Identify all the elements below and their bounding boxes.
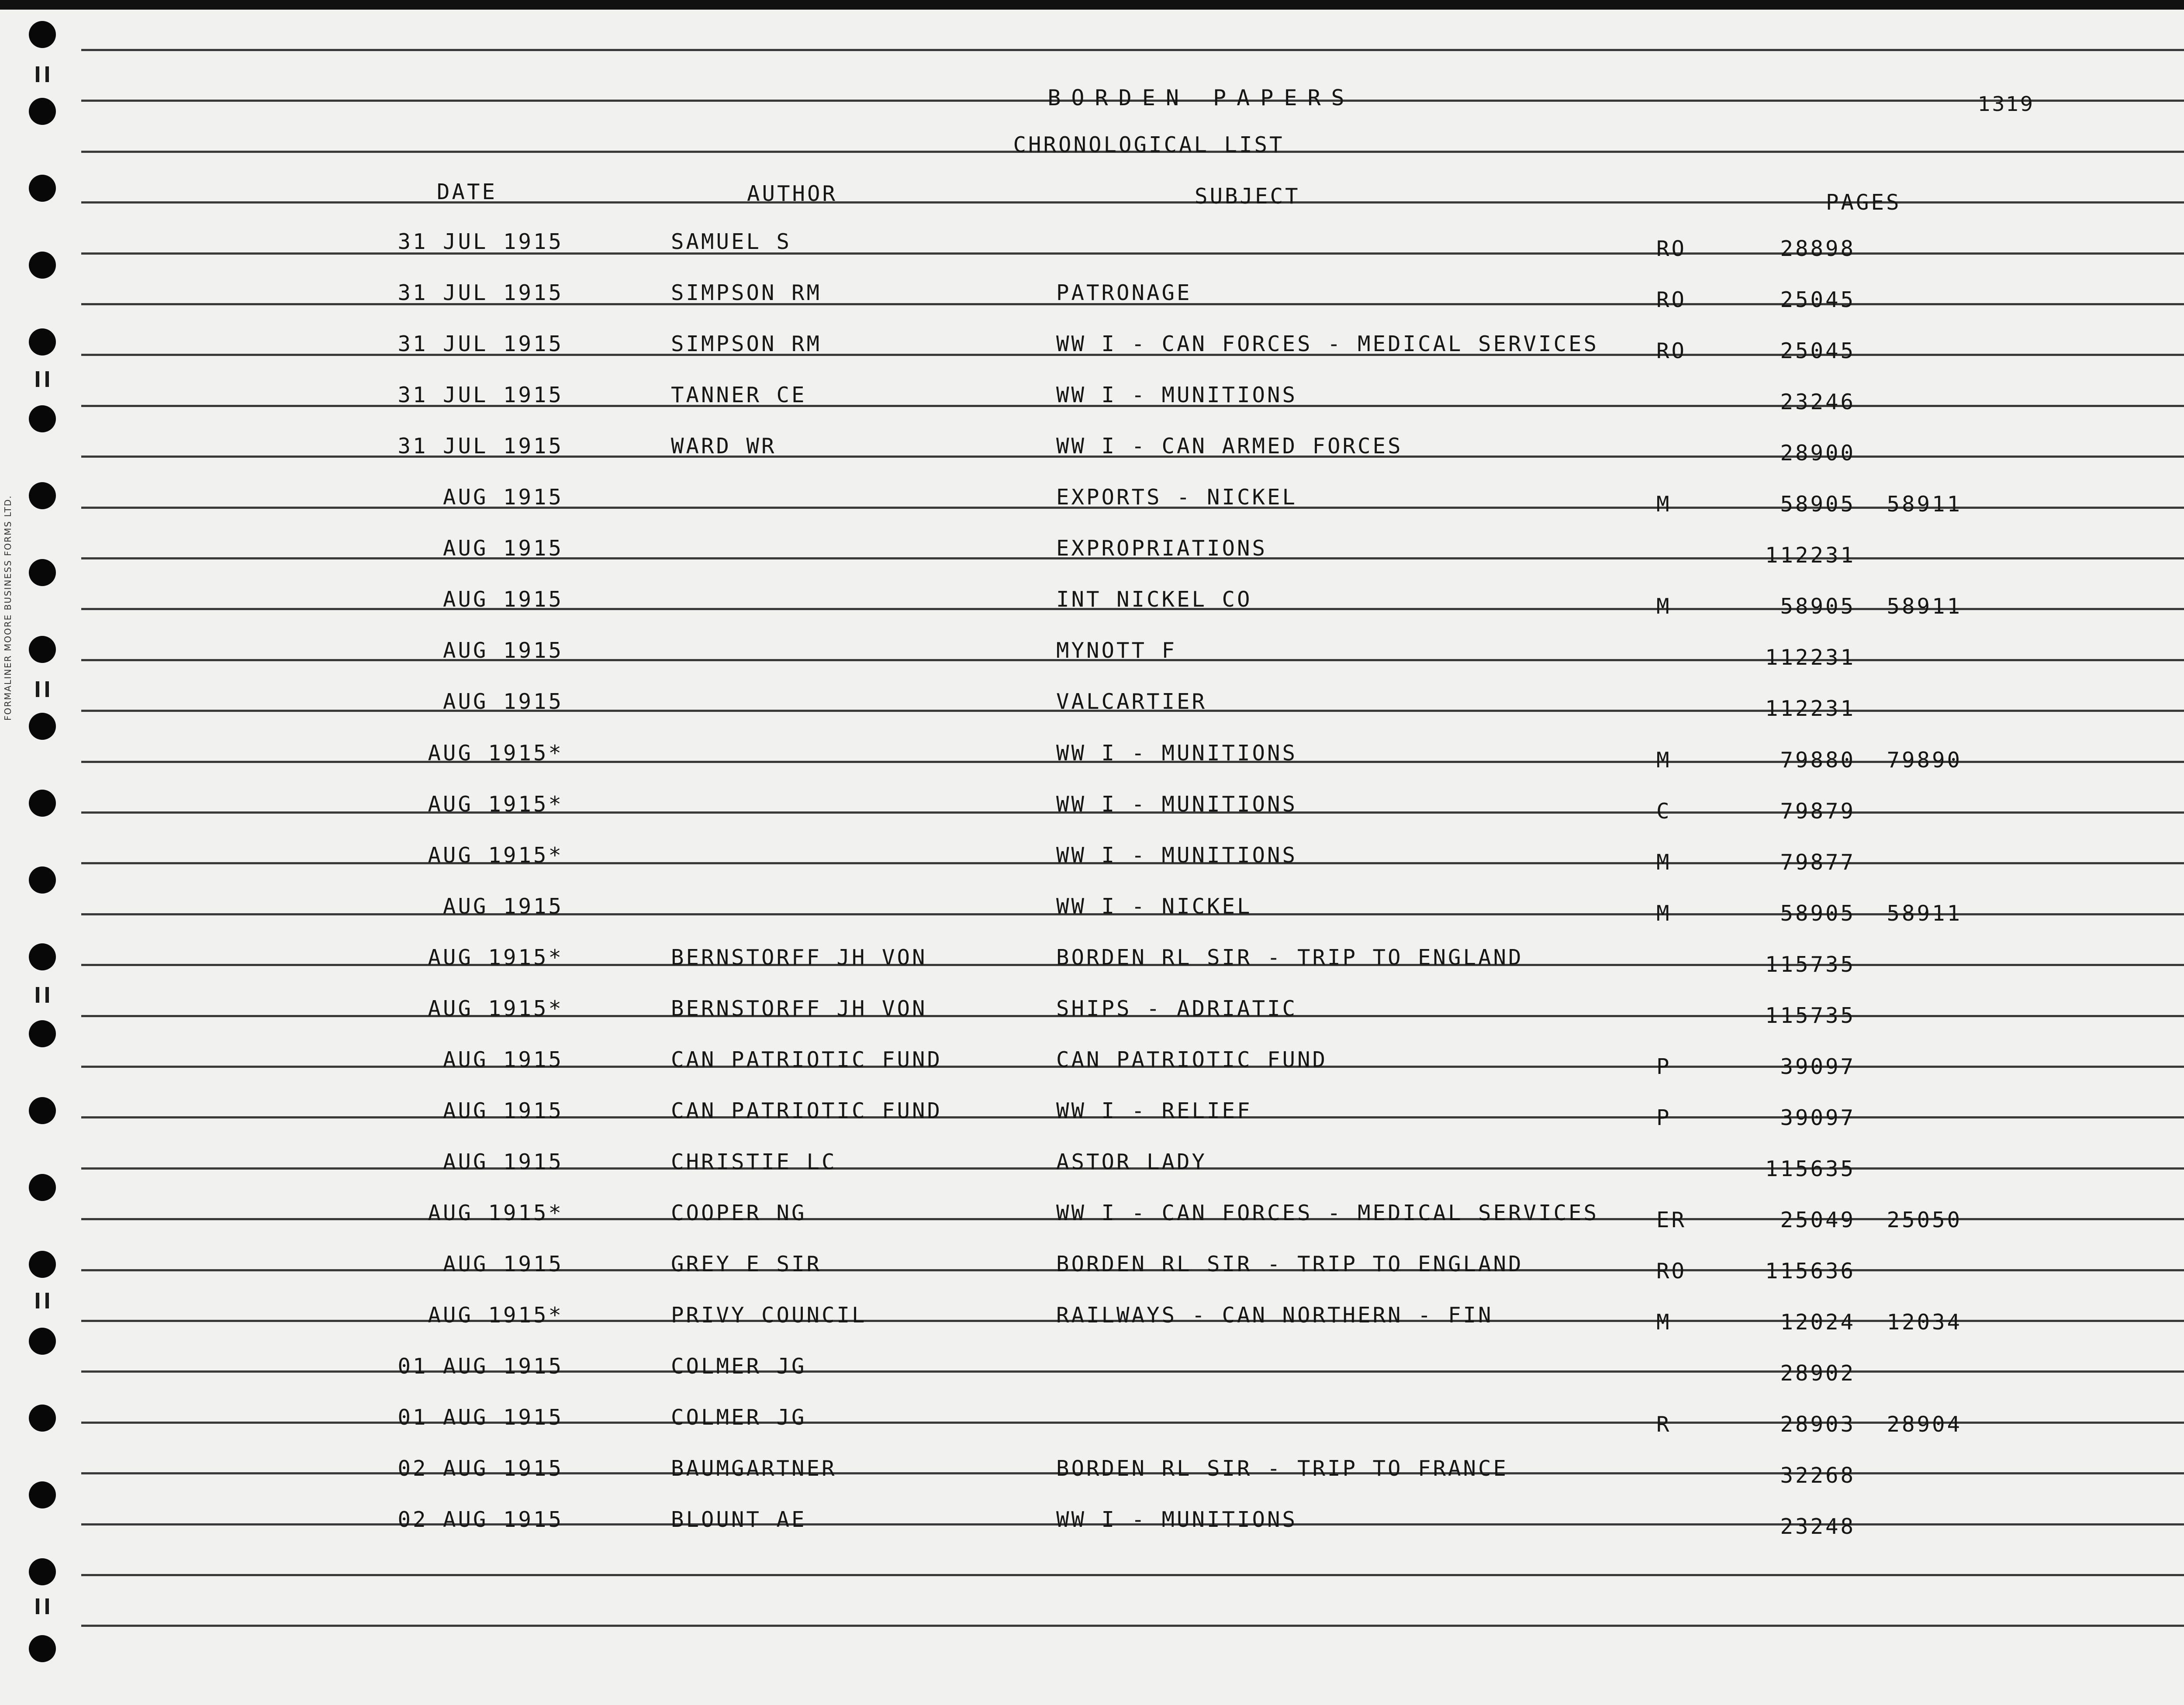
cell-page-start: 58905 [1780, 901, 1856, 926]
perforation-mark-icon [36, 987, 49, 1003]
feed-hole-icon [29, 790, 56, 817]
cell-page-start: 115636 [1765, 1259, 1856, 1284]
cell-code: RO [1656, 338, 1687, 364]
cell-subject: WW I - MUNITIONS [1056, 383, 1298, 408]
cell-subject: WW I - MUNITIONS [1056, 1507, 1298, 1532]
cell-date: 31 JUL 1915 [397, 280, 563, 306]
cell-date: AUG 1915 [442, 1149, 563, 1174]
cell-page-end: 28904 [1887, 1412, 1962, 1437]
cell-code: ER [1656, 1207, 1687, 1232]
cell-date: 02 AUG 1915 [397, 1507, 563, 1532]
cell-date: 31 JUL 1915 [397, 331, 563, 357]
cell-subject: BORDEN RL SIR - TRIP TO ENGLAND [1056, 945, 1524, 970]
cell-page-start: 79877 [1780, 849, 1856, 875]
cell-author: WARD WR [671, 434, 777, 459]
cell-code: RO [1656, 287, 1687, 313]
feed-hole-icon [29, 1635, 56, 1662]
cell-author: SIMPSON RM [671, 331, 822, 357]
cell-date: AUG 1915 [442, 894, 563, 919]
cell-subject: BORDEN RL SIR - TRIP TO FRANCE [1056, 1456, 1509, 1481]
feed-hole-icon [29, 636, 56, 663]
column-header-date: DATE [437, 179, 498, 204]
printer-imprint: FORMALINER MOORE BUSINESS FORMS LTD. [3, 495, 13, 721]
cell-code: P [1656, 1054, 1672, 1079]
cell-page-start: 79880 [1780, 747, 1856, 773]
cell-date: AUG 1915 [442, 638, 563, 663]
cell-subject: MYNOTT F [1056, 638, 1177, 663]
cell-author: PRIVY COUNCIL [671, 1303, 867, 1328]
cell-date: 01 AUG 1915 [397, 1405, 563, 1430]
cell-author: SAMUEL S [671, 229, 792, 254]
perforation-mark-icon [36, 371, 49, 387]
cell-date: AUG 1915* [428, 945, 563, 970]
cell-date: AUG 1915* [428, 1200, 563, 1225]
cell-page-start: 12024 [1780, 1310, 1856, 1335]
cell-author: COOPER NG [671, 1200, 807, 1225]
cell-subject: CAN PATRIOTIC FUND [1056, 1047, 1328, 1072]
feed-hole-icon [29, 21, 56, 48]
cell-subject: WW I - CAN FORCES - MEDICAL SERVICES [1056, 331, 1599, 357]
perforation-mark-icon [36, 1598, 49, 1614]
cell-date: AUG 1915 [442, 587, 563, 612]
cell-date: 01 AUG 1915 [397, 1354, 563, 1379]
cell-author: BERNSTORFF JH VON [671, 945, 927, 970]
feed-hole-icon [29, 1405, 56, 1432]
cell-page-end: 58911 [1887, 492, 1962, 517]
feed-hole-icon [29, 328, 56, 355]
cell-subject: RAILWAYS - CAN NORTHERN - FIN [1056, 1303, 1493, 1328]
cell-subject: WW I - CAN ARMED FORCES [1056, 434, 1403, 459]
feed-hole-icon [29, 175, 56, 202]
column-header-pages: PAGES [1826, 190, 1901, 215]
cell-author: COLMER JG [671, 1354, 807, 1379]
cell-code: M [1656, 747, 1672, 773]
cell-subject: WW I - MUNITIONS [1056, 842, 1298, 868]
cell-subject: SHIPS - ADRIATIC [1056, 996, 1298, 1021]
cell-subject: WW I - CAN FORCES - MEDICAL SERVICES [1056, 1200, 1599, 1225]
cell-page-start: 23248 [1780, 1514, 1856, 1539]
column-header-subject: SUBJECT [1195, 184, 1300, 209]
cell-page-start: 39097 [1780, 1105, 1856, 1130]
cell-page-start: 112231 [1765, 543, 1856, 568]
cell-date: AUG 1915 [442, 1047, 563, 1072]
cell-date: AUG 1915 [442, 1252, 563, 1277]
cell-page-start: 58905 [1780, 594, 1856, 619]
ruled-line [81, 1625, 2184, 1627]
cell-author: CAN PATRIOTIC FUND [671, 1098, 943, 1123]
cell-date: AUG 1915* [428, 996, 563, 1021]
cell-subject: EXPROPRIATIONS [1056, 536, 1268, 561]
cell-subject: ASTOR LADY [1056, 1149, 1207, 1174]
ruled-line [81, 1370, 2184, 1373]
cell-subject: WW I - NICKEL [1056, 894, 1252, 919]
cell-date: 31 JUL 1915 [397, 434, 563, 459]
cell-author: BLOUNT AE [671, 1507, 807, 1532]
cell-code: RO [1656, 1259, 1687, 1284]
cell-author: BAUMGARTNER [671, 1456, 837, 1481]
cell-date: AUG 1915* [428, 740, 563, 766]
cell-page-start: 25045 [1780, 287, 1856, 313]
feed-hole-icon [29, 1481, 56, 1508]
feed-hole-icon [29, 1558, 56, 1585]
perforation-mark-icon [36, 681, 49, 697]
document-title: BORDEN PAPERS [1047, 85, 1355, 110]
cell-code: P [1656, 1105, 1672, 1130]
cell-author: SIMPSON RM [671, 280, 822, 306]
feed-hole-icon [29, 1097, 56, 1124]
cell-page-start: 112231 [1765, 645, 1856, 670]
cell-date: 02 AUG 1915 [397, 1456, 563, 1481]
feed-hole-icon [29, 713, 56, 740]
cell-code: M [1656, 1310, 1672, 1335]
cell-author: TANNER CE [671, 383, 807, 408]
cell-author: CAN PATRIOTIC FUND [671, 1047, 943, 1072]
cell-page-start: 28900 [1780, 441, 1856, 466]
cell-subject: EXPORTS - NICKEL [1056, 485, 1298, 510]
cell-author: COLMER JG [671, 1405, 807, 1430]
cell-code: R [1656, 1412, 1672, 1437]
cell-page-end: 79890 [1887, 747, 1962, 773]
perforation-mark-icon [36, 1293, 49, 1308]
page-top-edge [0, 0, 2184, 10]
cell-code: M [1656, 849, 1672, 875]
feed-hole-icon [29, 1020, 56, 1047]
cell-subject: VALCARTIER [1056, 689, 1207, 714]
cell-code: M [1656, 594, 1672, 619]
cell-page-start: 79879 [1780, 798, 1856, 824]
cell-page-end: 12034 [1887, 1310, 1962, 1335]
cell-page-start: 115735 [1765, 952, 1856, 977]
cell-date: AUG 1915* [428, 791, 563, 817]
feed-hole-icon [29, 482, 56, 509]
cell-code: M [1656, 901, 1672, 926]
feed-hole-icon [29, 1174, 56, 1201]
feed-hole-icon [29, 559, 56, 586]
cell-date: 31 JUL 1915 [397, 229, 563, 254]
cell-page-start: 58905 [1780, 492, 1856, 517]
perforation-mark-icon [36, 66, 49, 82]
feed-hole-icon [29, 866, 56, 894]
ruled-line [81, 252, 2184, 255]
cell-page-end: 25050 [1887, 1207, 1962, 1232]
cell-page-start: 32268 [1780, 1463, 1856, 1488]
cell-page-start: 28898 [1780, 236, 1856, 261]
cell-author: CHRISTIE LC [671, 1149, 837, 1174]
cell-page-start: 39097 [1780, 1054, 1856, 1079]
cell-date: 31 JUL 1915 [397, 383, 563, 408]
feed-hole-icon [29, 1328, 56, 1355]
ruled-line [81, 1422, 2184, 1424]
cell-date: AUG 1915 [442, 1098, 563, 1123]
page-number: 1319 [1978, 92, 2035, 116]
cell-subject: BORDEN RL SIR - TRIP TO ENGLAND [1056, 1252, 1524, 1277]
cell-page-start: 28903 [1780, 1412, 1856, 1437]
cell-code: M [1656, 492, 1672, 517]
cell-page-start: 115635 [1765, 1156, 1856, 1181]
feed-hole-icon [29, 405, 56, 432]
cell-page-end: 58911 [1887, 594, 1962, 619]
cell-subject: WW I - MUNITIONS [1056, 740, 1298, 766]
cell-code: C [1656, 798, 1672, 824]
cell-page-start: 23246 [1780, 390, 1856, 415]
cell-page-start: 28902 [1780, 1361, 1856, 1386]
cell-date: AUG 1915* [428, 842, 563, 868]
cell-page-start: 25045 [1780, 338, 1856, 364]
cell-subject: WW I - RELIEF [1056, 1098, 1252, 1123]
cell-subject: INT NICKEL CO [1056, 587, 1252, 612]
ruled-line [81, 49, 2184, 51]
column-header-author: AUTHOR [747, 181, 838, 206]
cell-code: RO [1656, 236, 1687, 261]
feed-hole-icon [29, 1251, 56, 1278]
cell-page-end: 58911 [1887, 901, 1962, 926]
ruled-line [81, 1574, 2184, 1576]
cell-page-start: 115735 [1765, 1003, 1856, 1028]
cell-date: AUG 1915* [428, 1303, 563, 1328]
document-subtitle: CHRONOLOGICAL LIST [1013, 132, 1285, 157]
cell-page-start: 25049 [1780, 1207, 1856, 1232]
feed-hole-icon [29, 252, 56, 279]
cell-date: AUG 1915 [442, 485, 563, 510]
cell-subject: PATRONAGE [1056, 280, 1192, 306]
cell-author: BERNSTORFF JH VON [671, 996, 927, 1021]
cell-subject: WW I - MUNITIONS [1056, 791, 1298, 817]
cell-page-start: 112231 [1765, 696, 1856, 721]
cell-date: AUG 1915 [442, 536, 563, 561]
cell-author: GREY E SIR [671, 1252, 822, 1277]
feed-hole-icon [29, 98, 56, 125]
feed-hole-icon [29, 943, 56, 970]
cell-date: AUG 1915 [442, 689, 563, 714]
